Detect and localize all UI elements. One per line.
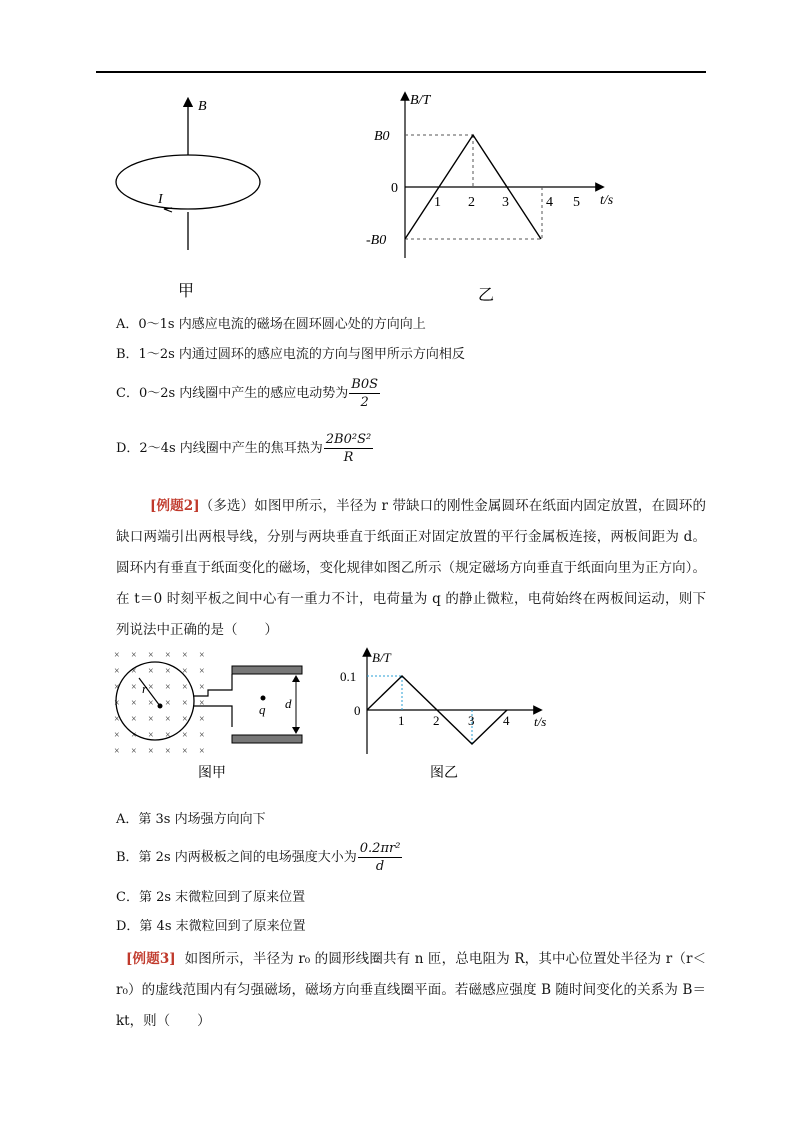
numerator: 2B0²S² <box>325 432 372 447</box>
denominator: 2 <box>360 395 369 410</box>
field-cross: × <box>114 698 120 709</box>
field-cross: × <box>165 682 171 693</box>
current-label: I <box>158 192 163 207</box>
charge-label: q <box>259 702 266 717</box>
y-axis-label: B/T <box>372 650 391 665</box>
q1-option-c-text: C．0～2s 内线圈中产生的感应电动势为 <box>116 386 349 401</box>
x-tick: 3 <box>468 713 475 728</box>
fraction <box>324 431 373 466</box>
field-cross: × <box>165 746 171 757</box>
x-tick: 2 <box>433 713 440 728</box>
q2-option-d: D．第 4s 末微粒回到了原来位置 <box>116 919 306 934</box>
numerator: 0.2πr² <box>359 841 401 856</box>
figure-caption: 图甲 <box>198 766 226 781</box>
ring-center <box>158 704 163 709</box>
y-tick-b0: B0 <box>374 129 390 144</box>
current-arrow <box>164 208 172 212</box>
example-tag: [例题2] <box>150 498 200 514</box>
upper-plate <box>232 666 302 674</box>
field-cross: × <box>182 746 188 757</box>
gap-label: d <box>285 696 292 711</box>
y-tick-0.1: 0.1 <box>340 669 357 684</box>
figure1-yi-chart <box>360 88 630 308</box>
field-cross: × <box>182 730 188 741</box>
x-tick: 2 <box>468 195 475 210</box>
header-rule <box>96 71 706 73</box>
q2-option-b-text: B．第 2s 内两极板之间的电场强度大小为 <box>116 850 357 865</box>
field-cross: × <box>199 730 205 741</box>
q1-option-a: A．0～1s 内感应电流的磁场在圆环圆心处的方向向上 <box>116 317 426 332</box>
field-cross: × <box>182 666 188 677</box>
field-cross: × <box>148 746 154 757</box>
figure1-jia <box>100 90 290 310</box>
field-cross: × <box>114 746 120 757</box>
figure-caption: 图乙 <box>430 766 458 781</box>
x-tick: 3 <box>502 195 509 210</box>
field-label: B <box>198 99 207 114</box>
y-tick-zero: 0 <box>354 703 361 718</box>
denominator: R <box>343 450 354 465</box>
field-cross: × <box>199 698 205 709</box>
field-cross: × <box>148 698 154 709</box>
figure2-jia <box>108 646 308 786</box>
q2-option-b <box>116 840 402 875</box>
y-tick-zero: 0 <box>391 181 398 196</box>
q1-option-d <box>116 431 373 466</box>
example2-paragraph <box>116 491 706 646</box>
x-tick: 1 <box>434 195 441 210</box>
radius-label: r <box>142 681 148 696</box>
field-cross: × <box>182 698 188 709</box>
field-cross: × <box>131 698 137 709</box>
field-cross: × <box>131 746 137 757</box>
field-cross: × <box>114 714 120 725</box>
field-cross: × <box>148 650 154 661</box>
field-crosses <box>114 650 205 757</box>
ring <box>116 155 260 209</box>
field-cross: × <box>148 682 154 693</box>
x-tick: 4 <box>503 713 510 728</box>
field-cross: × <box>131 730 137 741</box>
field-cross: × <box>114 650 120 661</box>
field-cross: × <box>199 650 205 661</box>
field-cross: × <box>165 730 171 741</box>
field-cross: × <box>199 746 205 757</box>
charge-particle <box>261 696 266 701</box>
x-tick: 5 <box>573 195 580 210</box>
field-cross: × <box>114 730 120 741</box>
field-cross: × <box>199 666 205 677</box>
q1-option-b: B．1～2s 内通过圆环的感应电流的方向与图甲所示方向相反 <box>116 347 465 362</box>
field-cross: × <box>148 714 154 725</box>
field-cross: × <box>131 666 137 677</box>
lower-plate <box>232 735 302 743</box>
field-cross: × <box>182 650 188 661</box>
field-cross: × <box>165 698 171 709</box>
field-cross: × <box>114 682 120 693</box>
example2-text: （多选）如图甲所示，半径为 r 带缺口的刚性金属圆环在纸面内固定放置，在圆环的缺口两端引出两根导线，分别与两块垂直于纸面正对固定放置的平行金属板连接，两板间距为 d。圆环内有垂直于纸面变化的磁场，变化规律如图乙所示（规定磁场方向垂直于纸面向里为正方向）。在 t＝0 时刻平板之间中心有一重力不计，电荷量为 q 的静止微粒，电荷始终在两板间运动，则下列说法中正确的是（ ） <box>116 498 706 638</box>
example-tag: [例题3] <box>126 951 176 967</box>
q2-option-c: C．第 2s 末微粒回到了原来位置 <box>116 890 306 905</box>
field-cross: × <box>131 682 137 693</box>
y-axis-label: B/T <box>410 93 431 108</box>
field-cross: × <box>131 650 137 661</box>
x-tick: 4 <box>546 195 553 210</box>
fraction <box>358 840 403 875</box>
field-cross: × <box>148 666 154 677</box>
field-cross: × <box>165 714 171 725</box>
q1-option-d-text: D．2～4s 内线圈中产生的焦耳热为 <box>116 441 323 456</box>
fraction <box>349 376 380 411</box>
numerator: B0S <box>351 377 379 392</box>
field-cross: × <box>182 682 188 693</box>
field-cross: × <box>182 714 188 725</box>
x-tick: 1 <box>398 713 405 728</box>
example3-text: 如图所示，半径为 r₀ 的圆形线圈共有 n 匝，总电阻为 R，其中心位置处半径为 r（r＜r₀）的虚线范围内有匀强磁场，磁场方向垂直线圈平面。若磁感应强度 B 随时间变化的关系为 B＝kt，则（ ） <box>116 951 706 1029</box>
figure-caption: 乙 <box>478 287 495 304</box>
q2-option-a: A．第 3s 内场强方向向下 <box>116 812 266 827</box>
field-cross: × <box>148 730 154 741</box>
figure-caption: 甲 <box>178 283 195 300</box>
example3-paragraph <box>116 944 706 1037</box>
q1-option-c <box>116 376 380 411</box>
field-cross: × <box>199 714 205 725</box>
denominator: d <box>375 859 385 874</box>
x-axis-label: t/s <box>534 714 547 729</box>
x-axis-label: t/s <box>600 193 614 208</box>
field-cross: × <box>165 650 171 661</box>
y-tick-neg-b0: -B0 <box>366 233 387 248</box>
figure2-yi-chart <box>330 646 570 786</box>
field-cross: × <box>114 666 120 677</box>
field-cross: × <box>131 714 137 725</box>
field-cross: × <box>199 682 205 693</box>
field-cross: × <box>165 666 171 677</box>
